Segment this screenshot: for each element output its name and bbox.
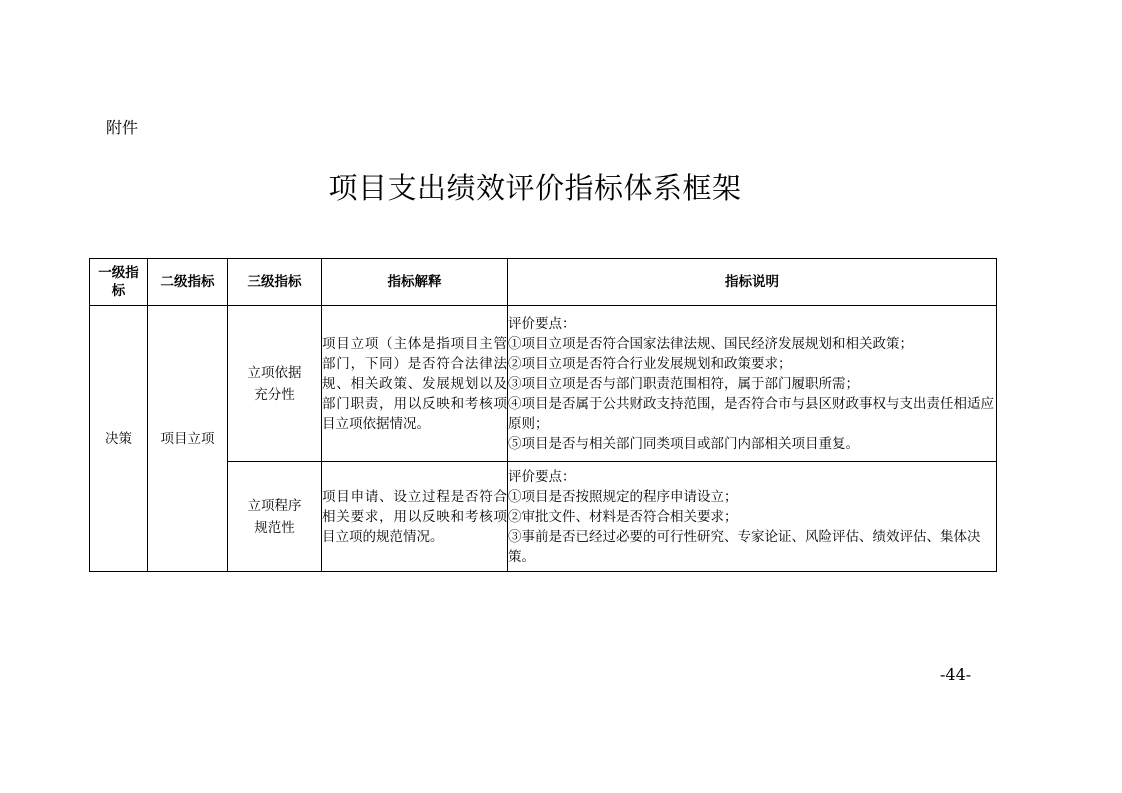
notes-cell — [508, 306, 997, 462]
note-item: ③项目立项是否与部门职责范围相符，属于部门履职所需； — [508, 375, 859, 392]
column-header-level2: 二级指标 — [148, 259, 228, 306]
explanation-cell: 项目申请、设立过程是否符合相关要求，用以反映和考核项目立项的规范情况。 — [322, 462, 508, 572]
table-header-row — [90, 259, 997, 306]
note-item: ⑤项目是否与相关部门同类项目或部门内部相关项目重复。 — [508, 435, 859, 452]
table-row — [90, 306, 997, 462]
column-header-explanation: 指标解释 — [322, 259, 508, 306]
note-item: ②项目立项是否符合行业发展规划和政策要求； — [508, 355, 792, 372]
attachment-label: 附件 — [106, 118, 139, 137]
indicator-framework-table — [89, 258, 997, 572]
level3-cell: 立项依据充分性 — [228, 306, 322, 462]
level3-cell: 立项程序规范性 — [228, 462, 322, 572]
note-item: ②审批文件、材料是否符合相关要求； — [508, 508, 738, 525]
explanation-cell: 项目立项（主体是指项目主管部门，下同）是否符合法律法规、相关政策、发展规划以及部门职责，用以反映和考核项目立项依据情况。 — [322, 306, 508, 462]
column-header-notes: 指标说明 — [508, 259, 997, 306]
document-title: 项目支出绩效评价指标体系框架 — [328, 171, 742, 205]
level2-cell: 项目立项 — [148, 306, 228, 572]
notes-heading: 评价要点： — [508, 315, 576, 332]
note-item: ④项目是否属于公共财政支持范围，是否符合市与县区财政事权与支出责任相适应原则； — [508, 395, 994, 432]
note-item: ③事前是否已经过必要的可行性研究、专家论证、风险评估、绩效评估、集体决策。 — [508, 528, 981, 565]
column-header-level3: 三级指标 — [228, 259, 322, 306]
notes-heading: 评价要点： — [508, 468, 576, 485]
page-number: -44- — [940, 665, 972, 684]
notes-cell — [508, 462, 997, 572]
note-item: ①项目立项是否符合国家法律法规、国民经济发展规划和相关政策； — [508, 335, 913, 352]
column-header-level1: 一级指标 — [90, 259, 148, 306]
note-item: ①项目是否按照规定的程序申请设立； — [508, 488, 738, 505]
level1-cell: 决策 — [90, 306, 148, 572]
